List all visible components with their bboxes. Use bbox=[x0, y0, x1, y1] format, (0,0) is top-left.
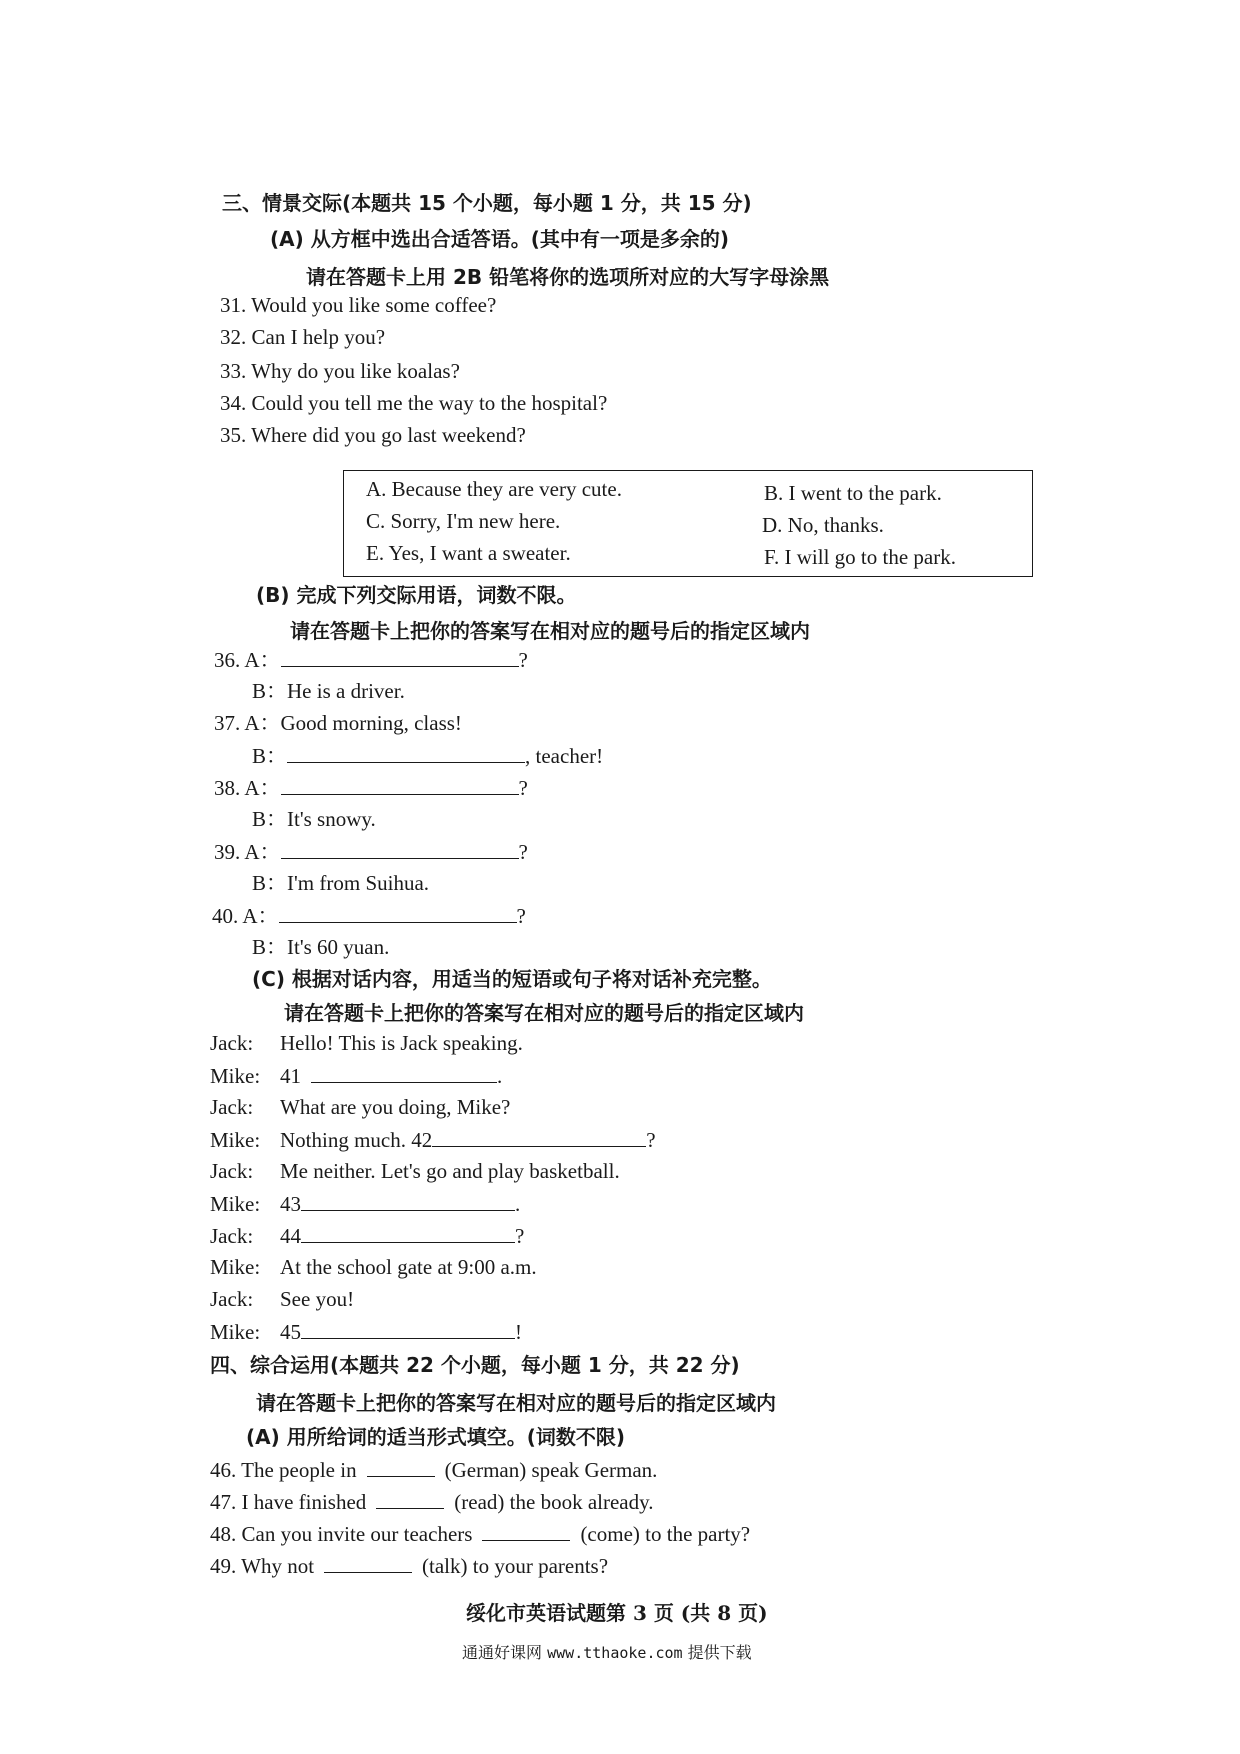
conv-line-2 bbox=[210, 1062, 502, 1089]
answer-blank bbox=[281, 838, 519, 859]
watermark bbox=[462, 1640, 752, 1663]
item-48 bbox=[210, 1520, 750, 1547]
speaker-label: B： bbox=[252, 744, 288, 768]
line-text: What are you doing, Mike? bbox=[280, 1095, 511, 1119]
dialog-text: He is a driver. bbox=[287, 679, 405, 703]
partC-instruction: 请在答题卡上把你的答案写在相对应的题号后的指定区域内 bbox=[284, 1001, 804, 1025]
line-text: At the school gate at 9:00 a.m. bbox=[280, 1255, 537, 1279]
speaker: Mike: bbox=[210, 1255, 261, 1279]
option-f: F. I will go to the park. bbox=[764, 545, 956, 569]
line-text: Hello! This is Jack speaking. bbox=[280, 1031, 523, 1055]
dialog-text: It's 60 yuan. bbox=[287, 935, 390, 959]
dialog-end: ? bbox=[516, 904, 526, 928]
line-text: Nothing much. 42 bbox=[280, 1128, 433, 1152]
conv-line-9 bbox=[210, 1286, 354, 1312]
speaker: Mike: bbox=[210, 1192, 261, 1216]
speaker-label: B： bbox=[252, 679, 288, 703]
answer-blank bbox=[281, 774, 519, 795]
item-49 bbox=[210, 1552, 608, 1579]
item-pre: 49. Why not bbox=[210, 1554, 315, 1578]
partC-title: (C) 根据对话内容，用适当的短语或句子将对话补充完整。 bbox=[252, 967, 772, 991]
dialog-text: I'm from Suihua. bbox=[287, 871, 430, 895]
dialog-number: 40. A： bbox=[212, 904, 279, 928]
option-a: A. Because they are very cute. bbox=[366, 477, 622, 501]
dialog-36-a bbox=[214, 646, 528, 673]
question-35: 35. Where did you go last weekend? bbox=[220, 423, 526, 447]
question-34: 34. Could you tell me the way to the hospital? bbox=[220, 391, 608, 415]
partB-title: (B) 完成下列交际用语，词数不限。 bbox=[256, 583, 577, 607]
item-post: (come) to the party? bbox=[580, 1522, 751, 1546]
dialog-40-a bbox=[212, 902, 526, 929]
answer-blank bbox=[287, 742, 525, 763]
item-pre: 47. I have finished bbox=[210, 1490, 367, 1514]
conv-line-4 bbox=[210, 1126, 656, 1153]
answer-blank bbox=[376, 1488, 444, 1509]
line-end: ? bbox=[646, 1128, 656, 1152]
dialog-number: 39. A： bbox=[214, 840, 281, 864]
question-32: 32. Can I help you? bbox=[220, 325, 386, 349]
dialog-end: ? bbox=[518, 776, 528, 800]
dialog-end: ? bbox=[518, 840, 528, 864]
conv-line-7 bbox=[210, 1222, 524, 1249]
line-text: 43 bbox=[280, 1192, 301, 1216]
answer-blank bbox=[301, 1222, 515, 1243]
option-d: D. No, thanks. bbox=[762, 513, 884, 537]
option-c: C. Sorry, I'm new here. bbox=[366, 509, 561, 533]
partA-title: (A) 从方框中选出合适答语。(其中有一项是多余的) bbox=[270, 227, 730, 251]
item-46 bbox=[210, 1456, 657, 1483]
line-text: 44 bbox=[280, 1224, 301, 1248]
dialog-end: , teacher! bbox=[525, 744, 604, 768]
dialog-37-b bbox=[252, 742, 603, 769]
option-e: E. Yes, I want a sweater. bbox=[366, 541, 571, 565]
answer-blank bbox=[367, 1456, 435, 1477]
conv-line-1 bbox=[210, 1030, 523, 1056]
section4-partA-title: (A) 用所给词的适当形式填空。(词数不限) bbox=[246, 1425, 626, 1449]
conv-line-3 bbox=[210, 1094, 510, 1120]
dialog-end: ? bbox=[518, 648, 528, 672]
dialog-39-b bbox=[252, 870, 429, 896]
dialog-36-b bbox=[252, 678, 405, 704]
item-post: (German) speak German. bbox=[444, 1458, 658, 1482]
partA-instruction: 请在答题卡上用 2B 铅笔将你的选项所对应的大写字母涂黑 bbox=[306, 265, 830, 289]
dialog-text: Good morning, class! bbox=[280, 711, 462, 735]
speaker-label: B： bbox=[252, 807, 288, 831]
line-text: See you! bbox=[280, 1287, 355, 1311]
answer-blank bbox=[281, 646, 519, 667]
answer-blank bbox=[301, 1190, 515, 1211]
answer-blank bbox=[482, 1520, 570, 1541]
dialog-37-a bbox=[214, 710, 462, 736]
dialog-39-a bbox=[214, 838, 528, 865]
question-33: 33. Why do you like koalas? bbox=[220, 359, 460, 383]
section4-heading: 四、综合运用(本题共 22 个小题，每小题 1 分，共 22 分) bbox=[210, 1353, 740, 1377]
line-end: . bbox=[497, 1064, 503, 1088]
dialog-number: 37. A： bbox=[214, 711, 281, 735]
options-box bbox=[343, 470, 1033, 577]
dialog-40-b bbox=[252, 934, 389, 960]
partB-instruction: 请在答题卡上把你的答案写在相对应的题号后的指定区域内 bbox=[290, 619, 810, 643]
answer-blank bbox=[432, 1126, 646, 1147]
item-pre: 46. The people in bbox=[210, 1458, 357, 1482]
dialog-number: 36. A： bbox=[214, 648, 281, 672]
watermark-url: www.tthaoke.com bbox=[547, 1644, 683, 1662]
speaker-label: B： bbox=[252, 935, 288, 959]
answer-blank bbox=[279, 902, 517, 923]
answer-blank bbox=[324, 1552, 412, 1573]
dialog-38-b bbox=[252, 806, 376, 832]
speaker: Jack: bbox=[210, 1159, 254, 1183]
speaker: Jack: bbox=[210, 1095, 254, 1119]
speaker: Mike: bbox=[210, 1064, 261, 1088]
answer-blank bbox=[301, 1318, 515, 1339]
line-end: ! bbox=[515, 1320, 522, 1344]
speaker: Mike: bbox=[210, 1320, 261, 1344]
conv-line-8 bbox=[210, 1254, 537, 1280]
dialog-text: It's snowy. bbox=[287, 807, 376, 831]
speaker: Jack: bbox=[210, 1224, 254, 1248]
item-post: (talk) to your parents? bbox=[422, 1554, 609, 1578]
item-pre: 48. Can you invite our teachers bbox=[210, 1522, 473, 1546]
speaker: Jack: bbox=[210, 1287, 254, 1311]
section4-instruction: 请在答题卡上把你的答案写在相对应的题号后的指定区域内 bbox=[256, 1391, 776, 1415]
line-end: . bbox=[515, 1192, 521, 1216]
conv-line-5 bbox=[210, 1158, 620, 1184]
option-b: B. I went to the park. bbox=[764, 481, 942, 505]
line-end: ? bbox=[515, 1224, 525, 1248]
speaker: Jack: bbox=[210, 1031, 254, 1055]
dialog-number: 38. A： bbox=[214, 776, 281, 800]
speaker-label: B： bbox=[252, 871, 288, 895]
conv-line-6 bbox=[210, 1190, 520, 1217]
dialog-38-a bbox=[214, 774, 528, 801]
item-post: (read) the book already. bbox=[454, 1490, 654, 1514]
watermark-site: 通通好课网 bbox=[462, 1643, 543, 1662]
watermark-tail: 提供下载 bbox=[687, 1643, 752, 1662]
page-footer: 绥化市英语试题第 3 页 (共 8 页) bbox=[466, 1601, 768, 1625]
line-text: 41 bbox=[280, 1064, 301, 1088]
item-47 bbox=[210, 1488, 654, 1515]
line-text: Me neither. Let's go and play basketball. bbox=[280, 1159, 620, 1183]
line-text: 45 bbox=[280, 1320, 301, 1344]
question-31: 31. Would you like some coffee? bbox=[220, 293, 497, 317]
section3-heading: 三、情景交际(本题共 15 个小题，每小题 1 分，共 15 分) bbox=[222, 191, 752, 215]
answer-blank bbox=[311, 1062, 497, 1083]
speaker: Mike: bbox=[210, 1128, 261, 1152]
conv-line-10 bbox=[210, 1318, 522, 1345]
